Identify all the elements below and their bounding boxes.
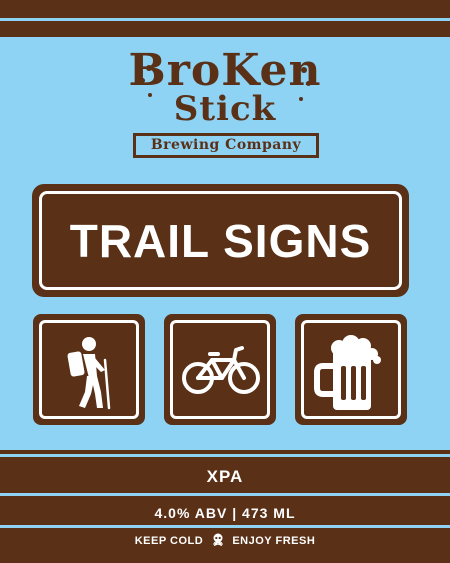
skull-icon [211,532,225,546]
brand-name-line2: Stick [173,89,277,129]
hiker-icon [33,314,145,425]
footer-line [0,525,450,528]
bicycle-sign [164,314,276,425]
tagline [0,532,450,547]
brand-logo [0,45,450,160]
beer-sign [295,314,407,425]
footer-line [0,454,450,457]
beer-style: XPA [206,467,244,486]
trail-sign-border [39,191,402,290]
trail-sign [32,184,409,297]
brand-name-line1: BroKen [128,45,322,96]
trail-sign-title: TRAIL SIGNS [69,215,372,267]
tagline-right: ENJOY FRESH [232,535,316,547]
bicycle-icon [164,314,276,425]
abv-volume: 4.0% ABV | 473 ML [154,505,296,521]
footer-line [0,493,450,496]
hiker-sign [33,314,145,425]
brand-subtitle-banner [133,133,319,158]
tagline-left: KEEP COLD [134,535,204,547]
top-stripe-line [0,18,450,21]
brand-subtitle: Brewing Company [136,136,316,155]
top-stripe [0,0,450,37]
beer-mug-icon [295,314,407,425]
footer-band [0,450,450,563]
